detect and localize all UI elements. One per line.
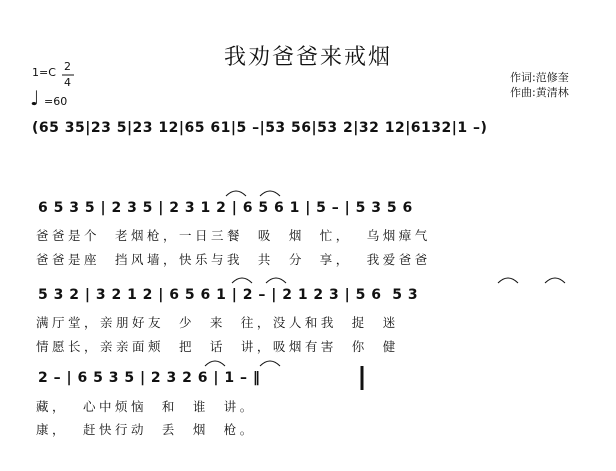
quarter-note-icon: ♩ xyxy=(30,86,40,110)
system2-lyric-verse2: 情愿长，亲亲面颊 把 话 讲，吸烟有害 你 健 xyxy=(36,339,399,354)
system1-notes: 6 5 3 5 | 2 3 5 | 2 3 1 2 | 6 5 6 1 | 5 – | 5 3 5 6 xyxy=(38,200,413,216)
tempo-marking: =60 xyxy=(44,95,68,108)
intro-line: (65 35|23 5|23 12|65 61|5 –|53 56|53 2|32 12|6132|1 –) xyxy=(32,120,488,136)
system3-notes: 2 – | 6 5 3 5 | 2 3 2 6 | 1 – ‖ xyxy=(38,370,261,386)
song-title: 我劝爸爸来戒烟 xyxy=(223,45,392,70)
slur-arc xyxy=(260,361,280,366)
system2-notes: 5 3 2 | 3 2 1 2 | 6 5 6 1 | 2 – | 2 1 2 3 | 5 6 5 3 xyxy=(38,287,419,303)
system1-lyric-verse2: 爸爸是座 挡风墙，快乐与我 共 分 享， 我爱爸爸 xyxy=(36,252,431,267)
system3-lyric-verse1: 藏， 心中烦恼 和 谁 讲。 xyxy=(36,399,256,414)
time-signature-top: 2 xyxy=(64,60,71,73)
system3-lyric-verse2: 康， 赶快行动 丢 烟 枪。 xyxy=(36,422,256,437)
system1-lyric-verse1: 爸爸是个 老烟枪，一日三餐 吸 烟 忙， 乌烟瘴气 xyxy=(36,228,431,243)
system2-lyric-verse1: 满厅堂，亲朋好友 少 来 往，没人和我 捉 迷 xyxy=(36,315,399,330)
slur-arc xyxy=(205,361,225,366)
time-signature-bottom: 4 xyxy=(64,76,71,89)
composer: 作曲:黄清林 xyxy=(510,86,569,99)
slur-arc xyxy=(545,278,565,283)
lyricist: 作词:范修奎 xyxy=(510,71,569,84)
slur-arc xyxy=(226,191,246,196)
slur-arc xyxy=(498,278,518,283)
credits xyxy=(510,70,569,100)
slur-arc xyxy=(266,278,286,283)
slur-arc xyxy=(260,191,280,196)
key-signature: 1=C xyxy=(32,66,56,79)
slur-arc xyxy=(232,278,252,283)
